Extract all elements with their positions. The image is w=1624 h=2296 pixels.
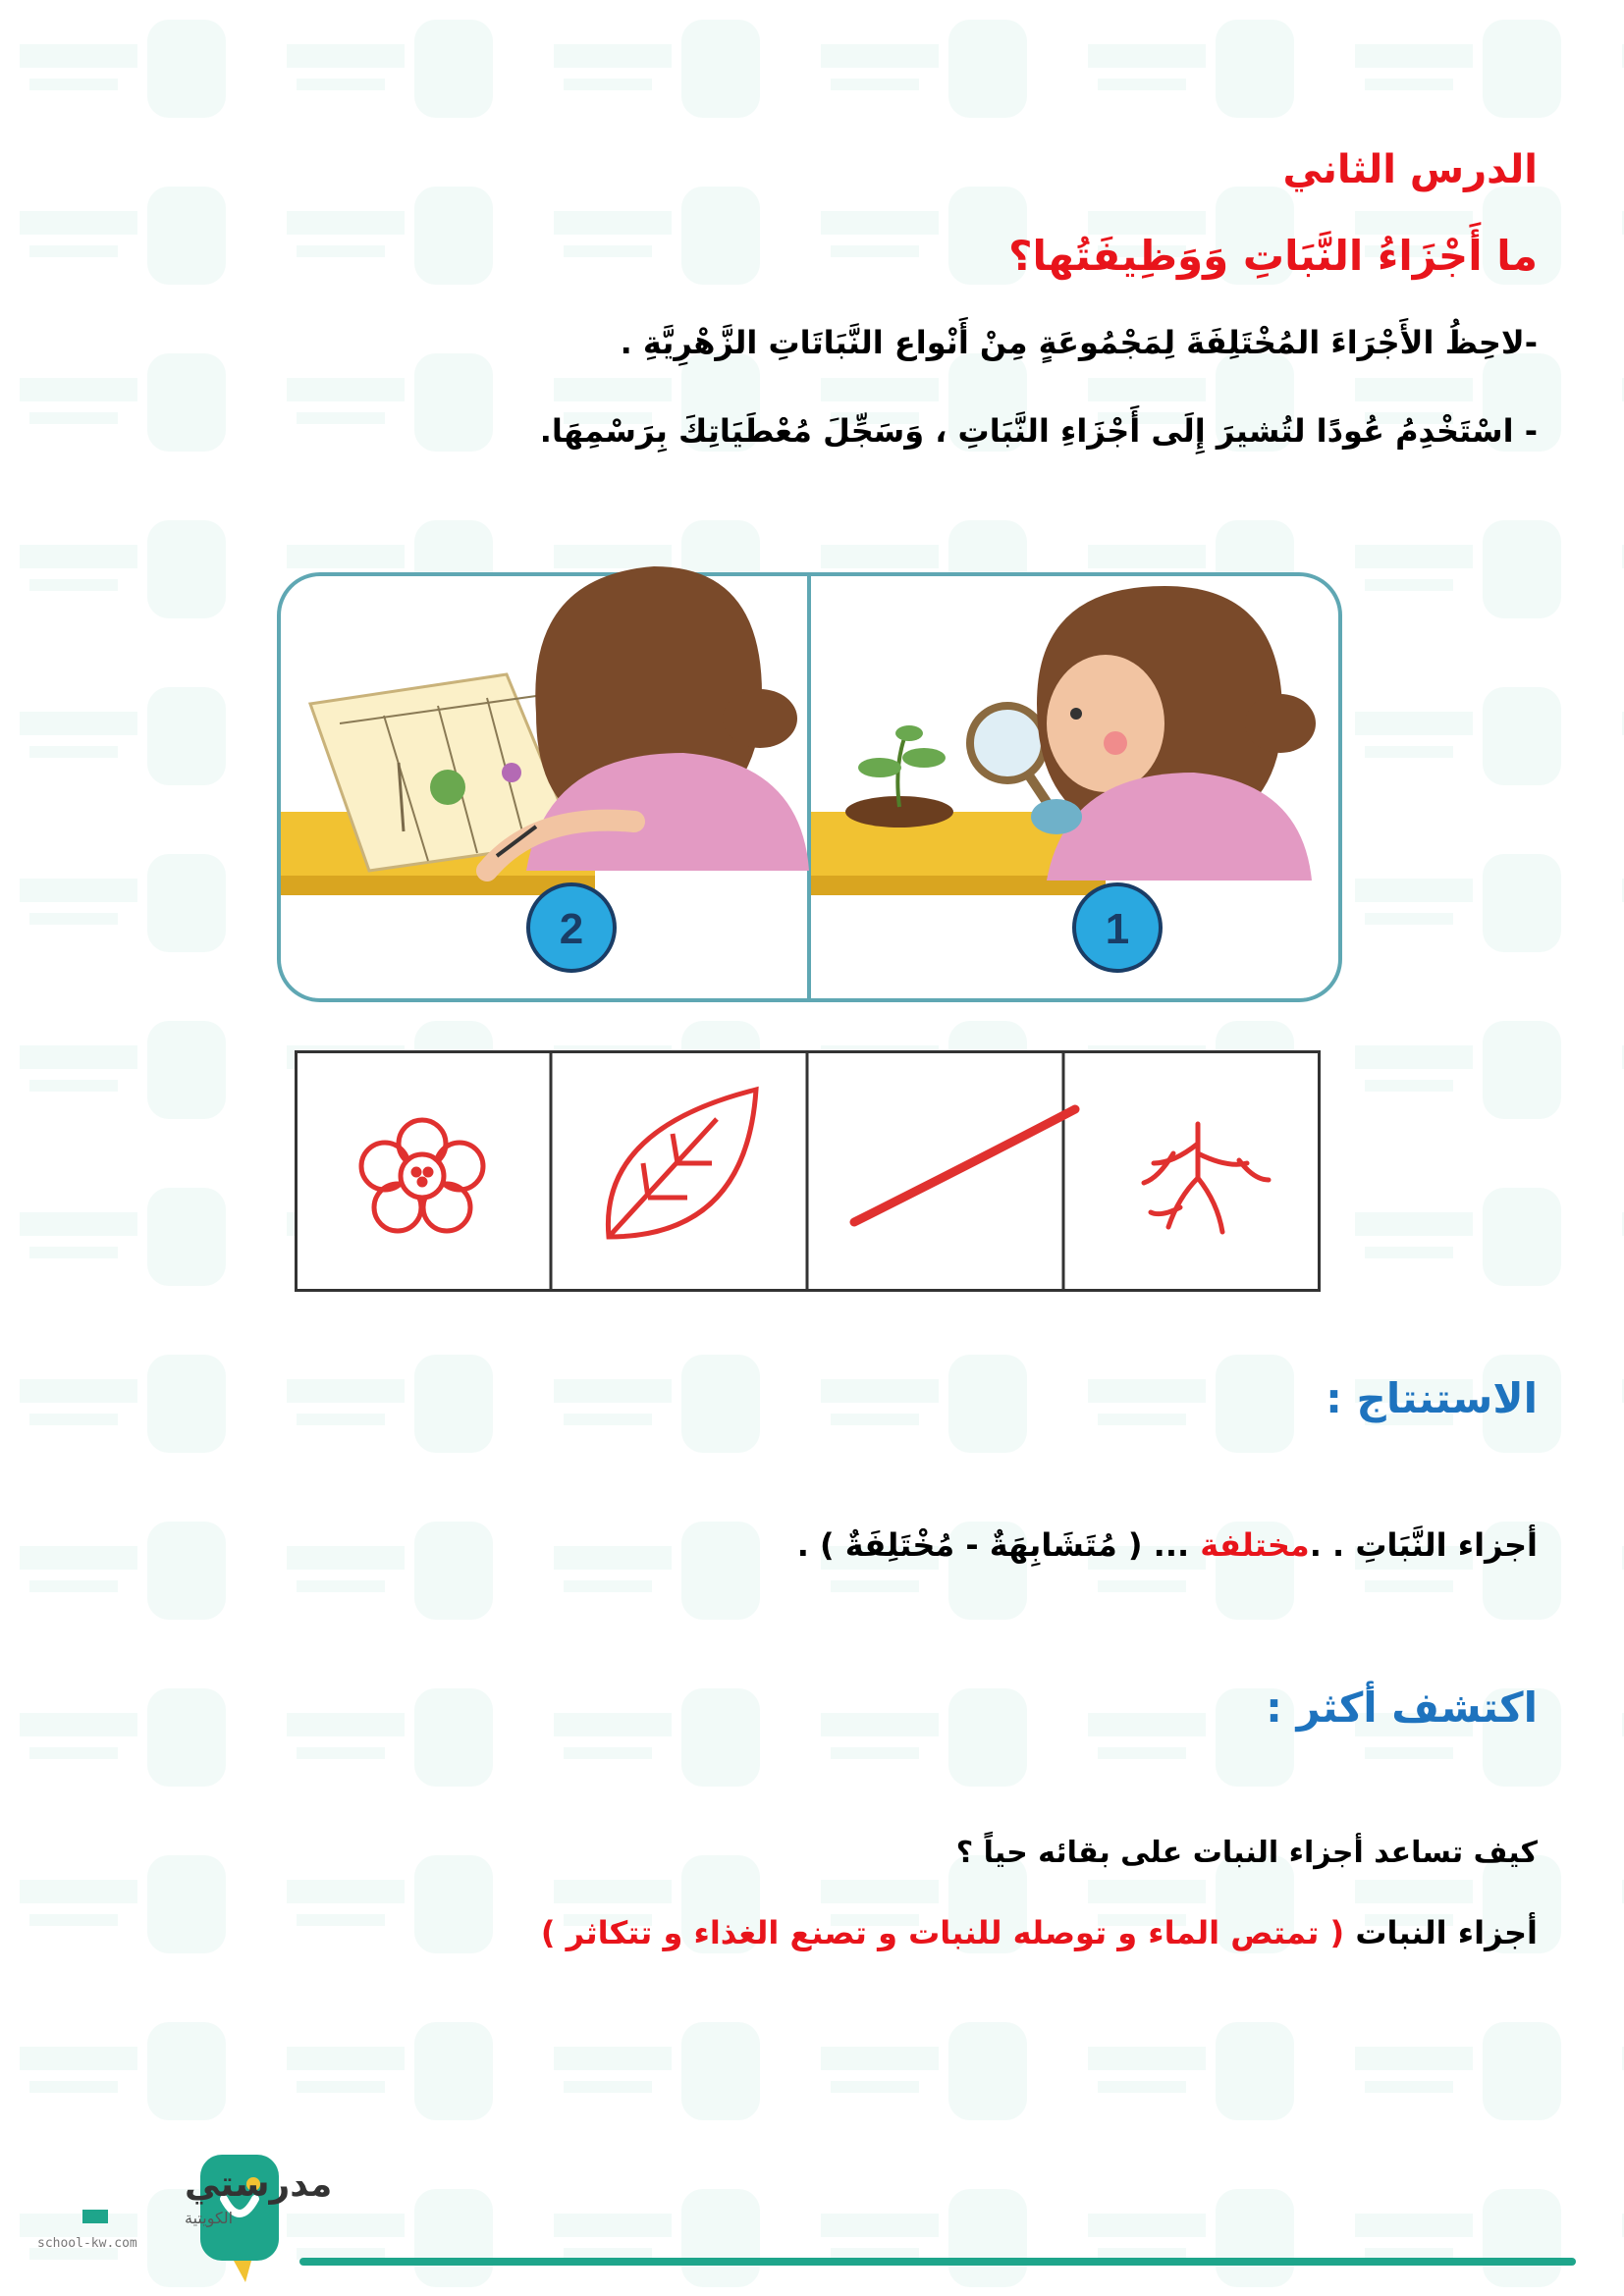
lesson-title: الدرس الثاني [1282, 147, 1538, 192]
brand-name: مدرستي [185, 2164, 333, 2205]
plant-parts-table [295, 1050, 1321, 1292]
panel-1-number: 1 [1105, 905, 1130, 953]
brand-subtitle: الكويتية [185, 2209, 234, 2227]
brand-logo [27, 2145, 333, 2282]
girl-magnifier-scene [811, 586, 1316, 971]
lesson-question: ما أَجْزَاءُ النَّبَاتِ وَوَظِيفَتُها؟ [1008, 232, 1538, 280]
activity-illustration [277, 572, 1342, 1002]
footer-line [299, 2258, 1576, 2266]
conclusion-heading: الاستنتاج : [1326, 1374, 1538, 1422]
discover-question: كيف تساعد أجزاء النبات على بقائه حياً ؟ [955, 1836, 1538, 1870]
panel-2-number: 2 [559, 905, 584, 953]
discover-answer-prefix: أجزاء النبات [1344, 1914, 1538, 1951]
activity-scenes [281, 576, 1338, 998]
girl-drawing-scene [281, 566, 809, 971]
conclusion-answer: مختلفة [1200, 1526, 1310, 1564]
discover-answer: ( تمتص الماء و توصله للنبات و تصنع الغذاء و تتكاثر ) [540, 1914, 1345, 1951]
conclusion-start: أجزاء النَّبَاتِ . . [1309, 1526, 1538, 1564]
conclusion-sentence [797, 1526, 1538, 1564]
discover-answer-line [541, 1914, 1538, 1951]
discover-heading: اكتشف أكثر : [1266, 1683, 1538, 1732]
flag-icon [82, 2210, 108, 2223]
conclusion-end: ... ( مُتَشَابِهَةٌ - مُخْتَلِفَةٌ ) . [796, 1526, 1201, 1564]
instruction-observe: -لاحِظُ الأَجْرَاءَ المُخْتَلِفَةَ لِمَجْمُوعَةٍ مِنْ أَنْواع النَّبَاتَاتِ الزَّهْرِيَّةِ . [620, 324, 1538, 361]
instruction-use-stick: - اسْتَخْدِمُ عُودًا لتُشيرَ إِلَى أَجْزَاءِ النَّبَاتِ ، وَسَجِّلَ مُعْطَيَاتِكَ بِرَسْمِهَا. [539, 412, 1538, 450]
brand-site: school-kw.com [37, 2236, 137, 2251]
